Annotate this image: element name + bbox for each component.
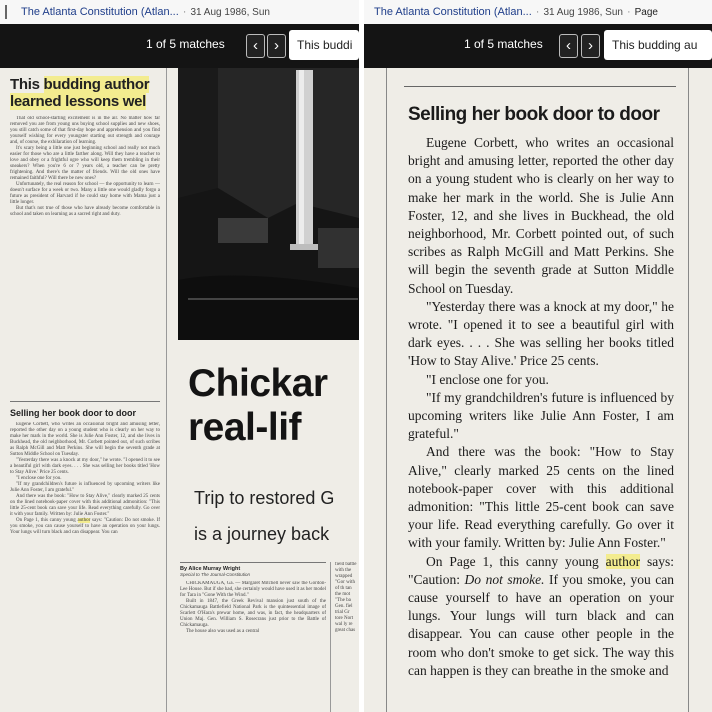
left-chevron-left-icon: ‹ <box>253 37 258 54</box>
left-newspaper-page <box>0 68 359 712</box>
left-headline-highlight: budding author <box>43 76 150 93</box>
left-body2-text-run: says: "Caution: Do not smoke. If you smoke, you can cause yourself to have an operation on your lungs. Your lungs will turn black and can disappear. You can <box>10 518 160 535</box>
left-body2-last-paragraph <box>10 518 160 536</box>
right-find-bar <box>364 24 712 68</box>
left-body2-paragraph: And there was the book: "How to Stay Alive," clearly marked 25 cents on the lined notebook-paper cover with this additional admonition: "This little 25-cent book can save your life. Read everything carefully. Go over it with your family. Written by: Julie Ann Foster." <box>10 494 160 517</box>
left-issue-date: 31 Aug 1986, Sun <box>190 6 270 18</box>
right-chevron-left-icon: ‹ <box>566 37 571 54</box>
left-body2-paragraph: "I enclose one for you. <box>16 476 62 481</box>
right-column-rule-right <box>688 68 689 712</box>
right-chevron-right-icon: › <box>588 37 593 54</box>
right-next-match-button[interactable] <box>581 34 600 58</box>
left-body2-text <box>10 422 160 712</box>
right-viewer <box>364 0 712 712</box>
right-body-paragraph: And there was the book: "How to Stay Alive," clearly marked 25 cents on the lined notebook-paper cover with this additional admonition: "This little 25-cent book can save your life. Read everything carefully. Go over it with your family. Written by: Julie Ann Foster." <box>408 444 674 551</box>
right-separator-2: · <box>626 6 631 18</box>
left-big-headline-line1: Chickar <box>188 362 328 405</box>
right-body-paragraph: "I enclose one for you. <box>426 371 549 387</box>
right-body-paragraph: "If my grandchildren's future is influenced by upcoming writers like Julie Ann Foster, I am grateful." <box>408 389 674 442</box>
left-body-paragraph: It's scary being a little one just beginning school and really not much easier for those who are a little farther along. Will they have a teacher to love and obey or a frightful ogre who will keep them trembling in their sneakers? When you're 6 or 7 years old, a teacher can be pretty frightening. And there's the matter of friends. Will the old ones have remained faithful? Will there be new ones? <box>10 146 160 181</box>
left-byline: By Alice Murray Wright <box>180 566 241 572</box>
right-body-last-paragraph <box>408 553 674 680</box>
left-search-input[interactable]: This buddi <box>289 30 359 60</box>
left-body2-text-run: On Page 1, this canny young <box>16 518 78 523</box>
left-article2-rule <box>180 562 326 563</box>
left-headline-line2: learned lessons wel <box>10 93 147 110</box>
right-match-count: 1 of 5 matches <box>464 37 543 51</box>
left-column-rule <box>166 68 167 712</box>
right-body-paragraph: "Yesterday there was a knock at my door," he wrote. "I opened it to see a beautiful girl with dark eyes. . . . She was selling her books titled 'How to Stay Alive.' Price 25 cents. <box>408 298 674 369</box>
left-big-headline-line2: real-lif <box>188 406 302 449</box>
right-subhead: Selling her book door to door <box>408 104 660 125</box>
left-body2-paragraph: "If my grandchildren's future is influenced by upcoming writers like Julie Ann Foster, I am grateful." <box>10 482 160 493</box>
left-body-text <box>10 116 160 416</box>
left-match-count: 1 of 5 matches <box>146 37 225 51</box>
left-deck <box>194 480 359 552</box>
right-separator: · <box>535 6 540 18</box>
left-byline-sub: Special to The Journal-Constitution <box>180 572 251 577</box>
right-body-text-run: says: "Caution: <box>408 553 674 587</box>
left-body2-paragraph: Eugene Corbett, who writes an occasional bright and amusing letter, reported the other day on a young student who is clearly on her way to make her mark in the world. She is Julie Ann Foster, 12, and she lives in Buckhead, the old neighborhood, Mr. Corbett pointed out, of such scribes as Ralph McGill and Matt Perkins. She will begin the seventh grade at Sutton Middle School on Tuesday. <box>10 422 160 457</box>
left-deck-line2: is a journey back <box>194 524 330 544</box>
left-title-bar <box>0 0 359 25</box>
right-body-text-run: On Page 1, this canny young <box>426 553 606 569</box>
left-deck-line1: Trip to restored G <box>194 488 335 508</box>
left-headline <box>10 76 160 110</box>
right-top-rule <box>404 86 676 87</box>
left-article2-paragraph: Built in 1847, the Greek Revival mansion just south of the Chickamauga Battlefield National Park is the quintessential image of Scarlett O'Hara's prewar home, and was, in fact, the headquarters of Union Maj. Gen. William S. Rosecrans just prior to the Battle of Chickamauga. <box>180 599 326 628</box>
left-article2 <box>180 562 326 712</box>
right-body-text-run: If you smoke, you can cause yourself to have an operation on your lungs. Your lungs will turn black and can disappear. You can cause other people in the room who don't smoke to get sick. The way this can happen is they can breathe in the smoke and <box>408 571 674 678</box>
left-body-paragraph: That old school-starting excitement is in the air. No matter how far removed you are from young uns buying school supplies and new shoes, you still catch some of that first-day hope and apprehension and you find yourself wishing for every youngster starting out strength and courage and, of course, the exhilaration of learning. <box>10 116 160 145</box>
right-search-highlight: author <box>605 553 641 569</box>
right-body-paragraph: Eugene Corbett, who writes an occasional bright and amusing letter, reported the other day on a young student who is clearly on her way to make her mark in the world. She is Julie Ann Foster, 12, and she lives in Buckhead, the old neighborhood, Mr. Corbett pointed out, of such scribes as Ralph McGill and Matt Perkins. She will begin the seventh grade at Sutton Middle School on Tuesday. <box>408 135 674 296</box>
house-photo-image <box>178 68 359 340</box>
left-find-bar <box>0 24 359 68</box>
left-article2-body <box>180 581 326 712</box>
left-side-column: field battle with the wrapped "Gor with of th tan the mot "The ba Gen. fiel trial Gr tore Nort wal ly re great chas <box>335 562 357 633</box>
left-rule <box>10 401 160 402</box>
left-next-match-button[interactable] <box>267 34 286 58</box>
left-menu-icon[interactable] <box>5 5 7 19</box>
left-article2-paragraph: CHICKAMAUGA, Ga. — Margaret Mitchell never saw the Gordon-Lee House. But if she had, she certainly would have used it as her model for Tara in "Gone With the Wind." <box>180 581 326 598</box>
right-body-emphasis: Do not smoke. <box>464 571 545 587</box>
right-search-input[interactable]: This budding au <box>604 30 712 60</box>
left-article2-paragraph: The house also was used as a central <box>186 629 260 634</box>
right-issue-date: 31 Aug 1986, Sun <box>543 6 623 18</box>
house-photo <box>178 68 359 340</box>
left-body-paragraph: Unfortunately, the real reason for school — the opportunity to learn — doesn't surface for a week or two. Many a little one would gladly forgo a future as president of Harvard if he could stay home with Mama just a little longer. <box>10 182 160 205</box>
left-body-paragraph: But that's not true of those who have already become comfortable in school and taken on learning as a sacred right and duty. <box>10 206 160 217</box>
left-prev-match-button[interactable] <box>246 34 265 58</box>
left-big-headline <box>188 362 359 450</box>
right-column-rule-left <box>386 68 387 712</box>
left-chevron-right-icon: › <box>274 37 279 54</box>
left-body2-paragraph: "Yesterday there was a knock at my door," he wrote. "I opened it to see a beautiful girl with dark eyes. . . . She was selling her books titled 'How to Stay Alive.' Price 25 cents. <box>10 458 160 475</box>
left-article-column <box>10 76 160 535</box>
right-body-text <box>408 134 674 712</box>
left-headline-word: This <box>10 76 44 93</box>
left-subhead: Selling her book door to door <box>10 408 136 418</box>
right-publication-title[interactable]: The Atlanta Constitution (Atlan... <box>374 6 532 18</box>
right-prev-match-button[interactable] <box>559 34 578 58</box>
right-page-label[interactable]: Page <box>634 6 658 18</box>
left-body2-highlight: author <box>77 518 91 523</box>
right-newspaper-page <box>364 68 712 712</box>
left-separator: · <box>182 6 187 18</box>
left-side-rule <box>330 562 331 712</box>
right-title-bar <box>364 0 712 25</box>
left-publication-title[interactable]: The Atlanta Constitution (Atlan... <box>21 6 179 18</box>
